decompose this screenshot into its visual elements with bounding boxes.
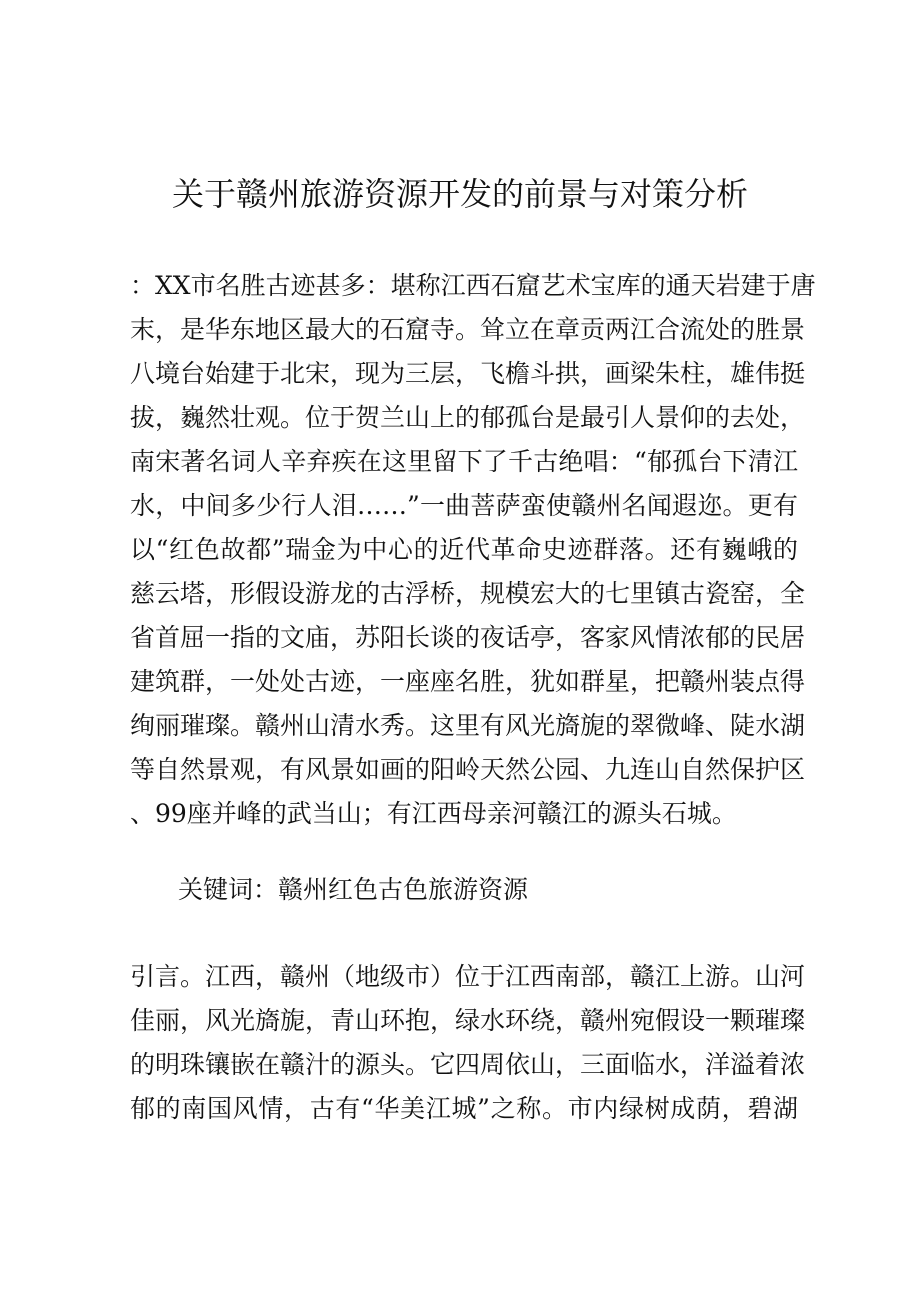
document-title: 关于赣州旅游资源开发的前景与对策分析 bbox=[171, 175, 748, 213]
intro-line: 佳丽，风光旖旎，青山环抱，绿水环绕，赣州宛假设一颗璀璨 bbox=[130, 1006, 806, 1035]
intro-line: 引言。江西，赣州（地级市）位于江西南部，赣江上游。山河 bbox=[130, 962, 806, 991]
abstract-line: 等自然景观，有风景如画的阳岭天然公园、九连山自然保护区 bbox=[130, 755, 806, 784]
abstract-line: 、99座并峰的武当山；有江西母亲河赣江的源头石城。 bbox=[130, 799, 737, 828]
abstract-line: 绚丽璀璨。赣州山清水秀。这里有风光旖旎的翠微峰、陡水湖 bbox=[130, 711, 806, 740]
abstract-line: 南宋著名词人辛弃疾在这里留下了千古绝唱：“郁孤台下清江 bbox=[130, 447, 798, 476]
abstract-line: 水，中间多少行人泪……”一曲菩萨蛮使赣州名闻遐迩。更有 bbox=[130, 491, 798, 520]
abstract-paragraph bbox=[130, 264, 816, 836]
intro-line: 郁的南国风情，古有“华美江城”之称。市内绿树成荫，碧湖 bbox=[130, 1094, 798, 1123]
abstract-line: 省首屈一指的文庙，苏阳长谈的夜话亭，客家风情浓郁的民居 bbox=[130, 623, 806, 652]
abstract-line: 建筑群，一处处古迹，一座座名胜，犹如群星，把赣州装点得 bbox=[130, 667, 806, 696]
abstract-line: 慈云塔，形假设游龙的古浮桥，规模宏大的七里镇古瓷窑，全 bbox=[130, 579, 806, 608]
keywords-line: 关键词：赣州红色古色旅游资源 bbox=[178, 875, 529, 904]
abstract-line: 以“红色故都”瑞金为中心的近代革命史迹群落。还有巍峨的 bbox=[130, 535, 798, 564]
abstract-line: ：XX市名胜古迹甚多：堪称江西石窟艺术宝库的通天岩建于唐 bbox=[130, 271, 816, 300]
abstract-line: 末，是华东地区最大的石窟寺。耸立在章贡两江合流处的胜景 bbox=[130, 315, 806, 344]
intro-paragraph bbox=[130, 955, 806, 1131]
abstract-line: 拔，巍然壮观。位于贺兰山上的郁孤台是最引人景仰的去处， bbox=[130, 403, 806, 432]
abstract-line: 八境台始建于北宋，现为三层，飞檐斗拱，画梁朱柱，雄伟挺 bbox=[130, 359, 806, 388]
intro-line: 的明珠镶嵌在赣汁的源头。它四周依山，三面临水，洋溢着浓 bbox=[130, 1050, 806, 1079]
